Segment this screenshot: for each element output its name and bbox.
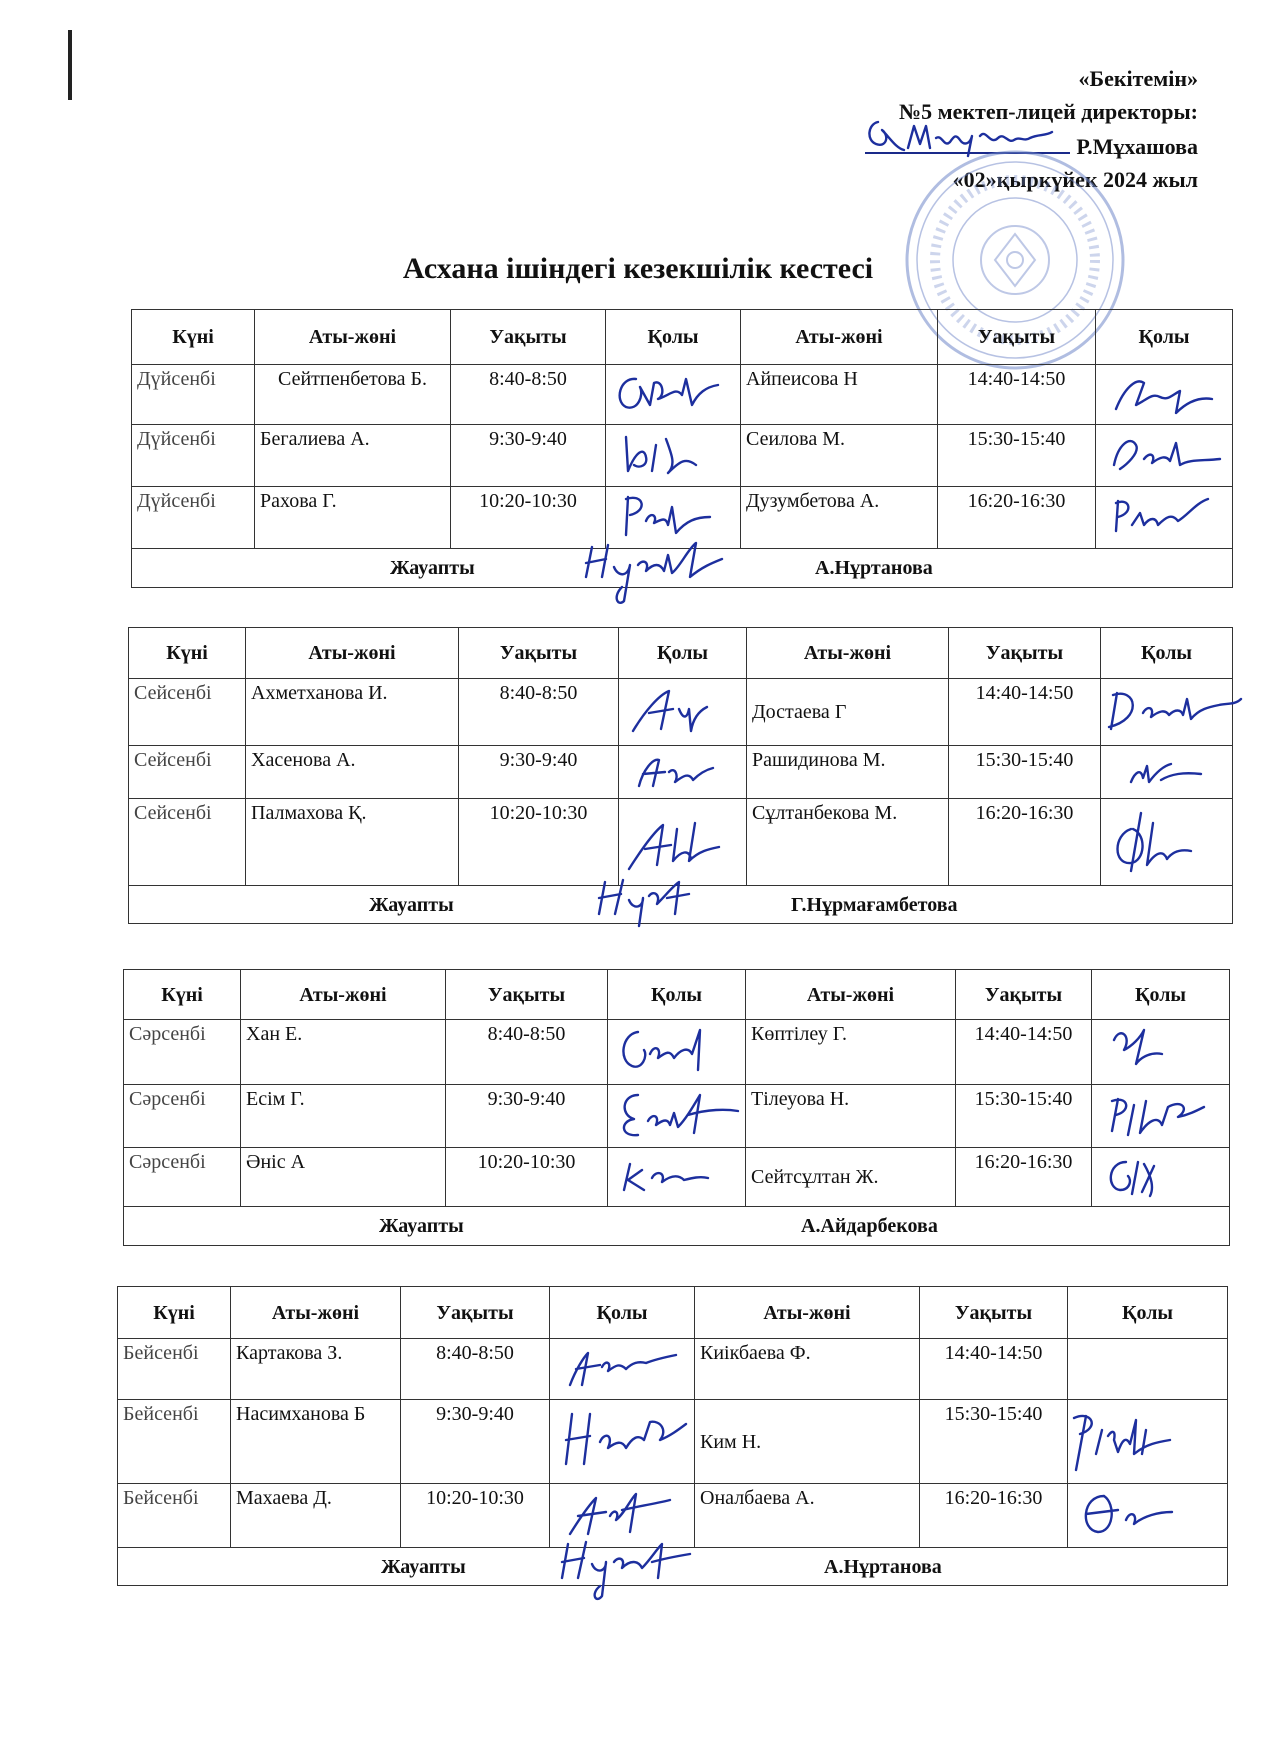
responsible-label: Жауапты (381, 1556, 466, 1578)
responsible-name: А.Айдарбекова (801, 1215, 938, 1237)
responsible-row (118, 1548, 1228, 1586)
responsible-row (132, 549, 1233, 588)
table-row (124, 1085, 1230, 1148)
handwritten-signature (1092, 1085, 1230, 1141)
handwritten-signature (1046, 1400, 1226, 1477)
day-cell: Сейсенбі (129, 746, 246, 799)
day-cell: Сейсенбі (129, 679, 246, 746)
handwritten-signature (606, 425, 741, 480)
col-sign: Қолы (608, 970, 746, 1020)
approval-heading: «Бекітемін» (1078, 66, 1198, 91)
table-header-row (129, 628, 1233, 679)
handwritten-signature (1068, 1484, 1228, 1541)
responsible-label: Жауапты (369, 894, 454, 916)
col-time: Уақыты (459, 628, 619, 679)
table-row (132, 425, 1233, 487)
col-name: Аты-жөні (255, 310, 451, 365)
table-row (132, 365, 1233, 425)
duty-table-1 (131, 309, 1233, 588)
col-name: Аты-жөні (747, 628, 949, 679)
col-time: Уақыты (451, 310, 606, 365)
table-row (129, 746, 1233, 799)
col-day: Күні (124, 970, 241, 1020)
name-cell: Махаева Д. (231, 1484, 401, 1548)
duty-table-3 (123, 969, 1230, 1246)
responsible-label: Жауапты (390, 557, 475, 579)
name-cell: Сеилова М. (741, 425, 938, 487)
name-cell: Есім Г. (241, 1085, 446, 1148)
handwritten-signature (606, 365, 741, 418)
time-cell: 15:30-15:40 (920, 1400, 1068, 1484)
time-cell: 15:30-15:40 (938, 425, 1096, 487)
duty-table-4 (117, 1286, 1228, 1586)
time-cell: 14:40-14:50 (920, 1339, 1068, 1400)
col-sign: Қолы (619, 628, 747, 679)
name-cell: Сейтпенбетова Б. (255, 365, 451, 425)
col-name: Аты-жөні (741, 310, 938, 365)
signature-cell (1101, 799, 1233, 886)
handwritten-signature (550, 1339, 695, 1393)
signature-cell (1092, 1148, 1230, 1207)
col-day: Күні (118, 1287, 231, 1339)
time-cell: 10:20-10:30 (401, 1484, 550, 1548)
responsible-name: Г.Нұрмағамбетова (791, 894, 958, 916)
time-cell: 8:40-8:50 (446, 1020, 608, 1085)
time-cell: 10:20-10:30 (446, 1148, 608, 1207)
day-cell: Бейсенбі (118, 1484, 231, 1548)
handwritten-signature (608, 1085, 746, 1141)
name-cell: Дузумбетова А. (741, 487, 938, 549)
table-row (124, 1020, 1230, 1085)
signature-cell (619, 679, 747, 746)
document-title: Асхана ішіндегі кезекшілік кестесі (402, 252, 874, 285)
handwritten-signature (1101, 799, 1233, 879)
col-time: Уақыты (949, 628, 1101, 679)
signature-cell (608, 1148, 746, 1207)
table-header-row (132, 310, 1233, 365)
time-cell: 15:30-15:40 (956, 1085, 1092, 1148)
approval-position: №5 мектеп-лицей директоры: (899, 99, 1198, 124)
table-header-row (118, 1287, 1228, 1339)
signature-cell (1101, 679, 1233, 746)
signature-cell (1092, 1085, 1230, 1148)
name-cell: Сейтсұлтан Ж. (746, 1148, 956, 1207)
handwritten-signature (608, 1020, 746, 1078)
handwritten-signature (608, 1148, 746, 1200)
day-cell: Дүйсенбі (132, 425, 255, 487)
col-time: Уақыты (938, 310, 1096, 365)
day-cell: Дүйсенбі (132, 365, 255, 425)
col-time: Уақыты (956, 970, 1092, 1020)
col-day: Күні (132, 310, 255, 365)
time-cell: 14:40-14:50 (938, 365, 1096, 425)
name-cell: Бегалиева А. (255, 425, 451, 487)
day-cell: Сәрсенбі (124, 1148, 241, 1207)
name-cell: Әніс А (241, 1148, 446, 1207)
duty-table-2 (128, 627, 1233, 924)
responsible-signature (548, 1534, 698, 1608)
col-sign: Қолы (1092, 970, 1230, 1020)
col-sign: Қолы (606, 310, 741, 365)
time-cell: 15:30-15:40 (949, 746, 1101, 799)
time-cell: 10:20-10:30 (459, 799, 619, 886)
name-cell: Тілеуова Н. (746, 1085, 956, 1148)
name-cell: Сұлтанбекова М. (747, 799, 949, 886)
col-sign: Қолы (1096, 310, 1233, 365)
handwritten-signature (550, 1484, 695, 1541)
col-name: Аты-жөні (246, 628, 459, 679)
col-name: Аты-жөні (241, 970, 446, 1020)
col-sign: Қолы (1101, 628, 1233, 679)
time-cell: 9:30-9:40 (459, 746, 619, 799)
handwritten-signature (1101, 746, 1233, 792)
time-cell: 9:30-9:40 (446, 1085, 608, 1148)
name-cell: Насимханова Б (231, 1400, 401, 1484)
director-name: Р.Мұхашова (1076, 134, 1198, 159)
signature-cell (608, 1085, 746, 1148)
col-sign: Қолы (550, 1287, 695, 1339)
handwritten-signature (1096, 425, 1233, 480)
time-cell: 16:20-16:30 (920, 1484, 1068, 1548)
time-cell: 8:40-8:50 (459, 679, 619, 746)
time-cell: 14:40-14:50 (949, 679, 1101, 746)
signature-cell (1092, 1020, 1230, 1085)
margin-mark (68, 30, 72, 100)
col-name: Аты-жөні (695, 1287, 920, 1339)
signature-cell (550, 1400, 695, 1484)
table-row (118, 1400, 1228, 1484)
responsible-row (124, 1207, 1230, 1246)
name-cell: Рахова Г. (255, 487, 451, 549)
time-cell: 14:40-14:50 (956, 1020, 1092, 1085)
signature-cell (1096, 425, 1233, 487)
responsible-signature (572, 537, 732, 609)
day-cell: Сейсенбі (129, 799, 246, 886)
signature-cell (1096, 365, 1233, 425)
table-header-row (124, 970, 1230, 1020)
signature-cell (1068, 1484, 1228, 1548)
responsible-name: А.Нұртанова (815, 557, 933, 579)
approval-date: «02»қыркүйек 2024 жыл (952, 167, 1198, 192)
time-cell: 10:20-10:30 (451, 487, 606, 549)
name-cell: Оналбаева А. (695, 1484, 920, 1548)
name-cell: Ахметханова И. (246, 679, 459, 746)
responsible-label: Жауапты (379, 1215, 464, 1237)
handwritten-signature (606, 487, 741, 542)
handwritten-signature (1092, 1020, 1230, 1078)
handwritten-signature (1087, 679, 1247, 739)
signature-cell (619, 746, 747, 799)
name-cell: Айпеисова Н (741, 365, 938, 425)
signature-cell (606, 425, 741, 487)
signature-cell (1096, 487, 1233, 549)
time-cell: 8:40-8:50 (451, 365, 606, 425)
name-cell: Рашидинова М. (747, 746, 949, 799)
handwritten-signature (619, 799, 747, 879)
col-sign: Қолы (1068, 1287, 1228, 1339)
name-cell: Достаева Г (747, 679, 949, 746)
name-cell: Ким Н. (695, 1400, 920, 1484)
signature-cell (550, 1339, 695, 1400)
signature-cell (608, 1020, 746, 1085)
col-time: Уақыты (446, 970, 608, 1020)
handwritten-signature (1096, 365, 1233, 418)
time-cell: 9:30-9:40 (451, 425, 606, 487)
name-cell: Хан Е. (241, 1020, 446, 1085)
handwritten-signature (619, 746, 747, 792)
col-time: Уақыты (920, 1287, 1068, 1339)
handwritten-signature (1096, 487, 1233, 542)
day-cell: Бейсенбі (118, 1339, 231, 1400)
responsible-row (129, 886, 1233, 924)
name-cell: Картакова З. (231, 1339, 401, 1400)
handwritten-signature (550, 1400, 695, 1477)
time-cell: 16:20-16:30 (956, 1148, 1092, 1207)
signature-cell (1068, 1339, 1228, 1400)
time-cell: 16:20-16:30 (938, 487, 1096, 549)
time-cell: 16:20-16:30 (949, 799, 1101, 886)
handwritten-signature (619, 679, 747, 739)
day-cell: Сәрсенбі (124, 1020, 241, 1085)
name-cell: Хасенова А. (246, 746, 459, 799)
responsible-name: А.Нұртанова (824, 1556, 942, 1578)
name-cell: Киікбаева Ф. (695, 1339, 920, 1400)
handwritten-signature (1092, 1148, 1230, 1200)
day-cell: Дүйсенбі (132, 487, 255, 549)
time-cell: 9:30-9:40 (401, 1400, 550, 1484)
signature-cell (1101, 746, 1233, 799)
table-row (129, 679, 1233, 746)
signature-cell (606, 365, 741, 425)
col-time: Уақыты (401, 1287, 550, 1339)
day-cell: Бейсенбі (118, 1400, 231, 1484)
responsible-signature (585, 870, 705, 932)
col-day: Күні (129, 628, 246, 679)
name-cell: Көптілеу Г. (746, 1020, 956, 1085)
table-row (124, 1148, 1230, 1207)
signature-cell (1068, 1400, 1228, 1484)
time-cell: 8:40-8:50 (401, 1339, 550, 1400)
table-row (118, 1339, 1228, 1400)
name-cell: Палмахова Қ. (246, 799, 459, 886)
col-name: Аты-жөні (231, 1287, 401, 1339)
day-cell: Сәрсенбі (124, 1085, 241, 1148)
col-name: Аты-жөні (746, 970, 956, 1020)
